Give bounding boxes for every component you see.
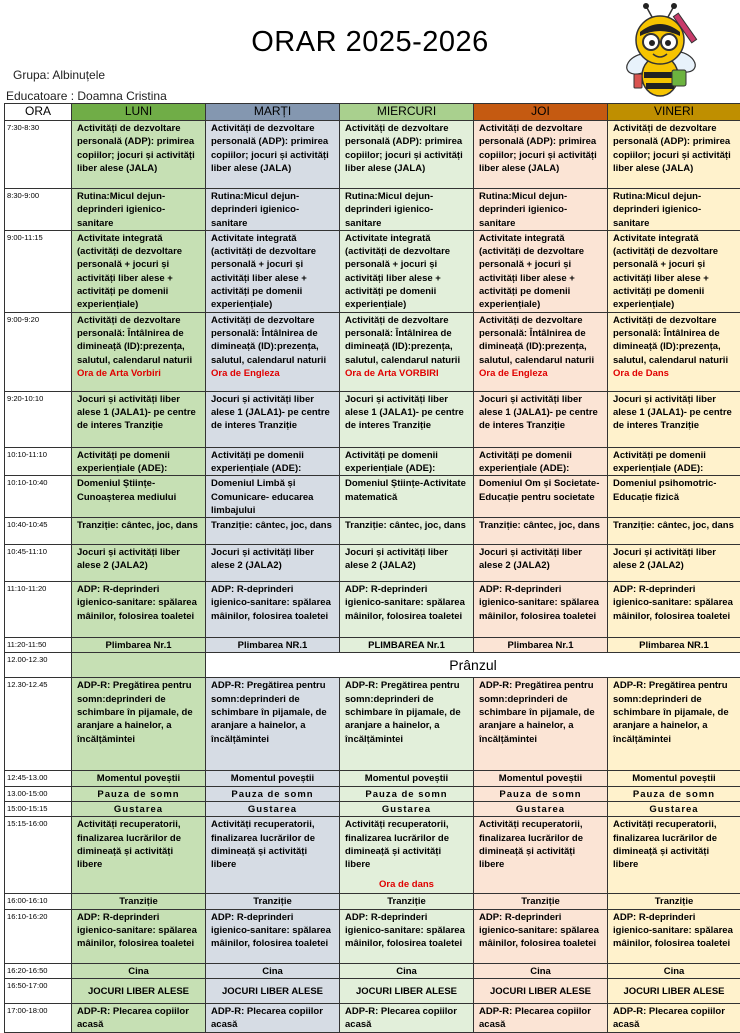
schedule-cell — [474, 391, 608, 447]
schedule-cell — [340, 638, 474, 653]
activity-text: ADP-R: Plecarea copiilor acasă — [479, 1006, 591, 1030]
schedule-row — [5, 802, 740, 817]
schedule-cell — [340, 391, 474, 447]
activity-text: Tranziție: cântec, joc, dans — [77, 520, 198, 531]
schedule-cell — [608, 638, 740, 653]
schedule-cell — [72, 771, 206, 786]
schedule-cell — [474, 786, 608, 801]
lunch-label: Prânzul — [206, 653, 740, 678]
time-slot: 10:10-10:40 — [5, 476, 72, 518]
schedule-row — [5, 771, 740, 786]
activity-text: Gustarea — [382, 804, 431, 815]
activity-text: Cina — [396, 966, 417, 977]
activity-text: ADP-R: Plecarea copiilor acasă — [613, 1006, 725, 1030]
schedule-cell — [72, 312, 206, 391]
schedule-cell — [206, 1003, 340, 1032]
schedule-cell — [340, 817, 474, 894]
header-day: JOI — [474, 104, 608, 121]
schedule-cell — [474, 476, 608, 518]
schedule-body — [5, 121, 740, 1033]
activity-text: Activități de dezvoltare personală (ADP): primirea copiilor; jocuri și activități liber alese (JALA) — [211, 123, 329, 174]
schedule-cell — [474, 963, 608, 978]
schedule-cell — [608, 817, 740, 894]
activity-text: JOCURI LIBER ALESE — [624, 986, 725, 997]
schedule-row — [5, 653, 740, 678]
activity-text: Plimbarea Nr.1 — [105, 640, 171, 651]
activity-text: Jocuri și activități liber alese 2 (JALA2) — [479, 547, 582, 571]
activity-text: Tranziție — [521, 896, 560, 907]
activity-text: Activități recuperatorii, finalizarea lucrărilor de dimineață și activități libere — [211, 819, 315, 870]
extra-class-note: Ora de dans — [345, 878, 468, 891]
schedule-cell — [608, 802, 740, 817]
activity-text: Jocuri și activități liber alese 2 (JALA2) — [77, 547, 180, 571]
activity-text: Domeniul Limbă și Comunicare- educarea limbajului — [211, 478, 313, 516]
extra-class-note: Ora de Dans — [613, 367, 735, 380]
schedule-cell — [206, 230, 340, 312]
time-slot: 11:20-11:50 — [5, 638, 72, 653]
activity-text: ADP: R-deprinderi igienico-sanitare: spălarea mâinilor, folosirea toaletei — [613, 584, 733, 622]
activity-text: ADP: R-deprinderi igienico-sanitare: spălarea mâinilor, folosirea toaletei — [613, 912, 733, 950]
extra-class-note: Ora de Engleza — [211, 367, 334, 380]
schedule-cell — [206, 476, 340, 518]
activity-text: ADP: R-deprinderi igienico-sanitare: spălarea mâinilor, folosirea toaletei — [479, 584, 599, 622]
schedule-cell — [608, 963, 740, 978]
activity-text: Activități recuperatorii, finalizarea lucrărilor de dimineață și activități libere — [479, 819, 583, 870]
activity-text: Cina — [664, 966, 685, 977]
activity-text: Activități de dezvoltare personală: Întâlnirea de dimineață (ID):prezența, salutul, calendarul naturii — [479, 315, 594, 366]
schedule-cell — [474, 518, 608, 545]
schedule-cell — [474, 978, 608, 1003]
schedule-cell — [340, 802, 474, 817]
schedule-cell — [206, 312, 340, 391]
activity-text: Activitate integrată (activități de dezvoltare personală + jocuri și activități liber alese + activități pe domenii experiențiale) — [479, 233, 584, 310]
activity-text: Tranziție: cântec, joc, dans — [479, 520, 600, 531]
activity-text: ADP: R-deprinderi igienico-sanitare: spălarea mâinilor, folosirea toaletei — [77, 912, 197, 950]
activity-text: Domeniul Om și Societate-Educație pentru societate — [479, 478, 599, 502]
activity-text: ADP: R-deprinderi igienico-sanitare: spălarea mâinilor, folosirea toaletei — [345, 584, 465, 622]
time-slot: 16:00-16:10 — [5, 894, 72, 909]
schedule-table — [4, 103, 740, 1033]
time-slot: 16:20-16:50 — [5, 963, 72, 978]
schedule-cell — [608, 447, 740, 476]
schedule-cell — [474, 802, 608, 817]
time-slot: 15:00-15:15 — [5, 802, 72, 817]
schedule-cell — [340, 894, 474, 909]
schedule-cell — [206, 894, 340, 909]
schedule-cell — [474, 817, 608, 894]
schedule-cell — [340, 978, 474, 1003]
activity-text: JOCURI LIBER ALESE — [356, 986, 457, 997]
time-slot: 12:45-13.00 — [5, 771, 72, 786]
schedule-row — [5, 978, 740, 1003]
schedule-cell — [206, 447, 340, 476]
schedule-cell — [608, 1003, 740, 1032]
schedule-cell — [72, 230, 206, 312]
extra-class-note: Ora de Engleza — [479, 367, 602, 380]
schedule-cell — [72, 121, 206, 189]
activity-text: Plimbarea NR.1 — [639, 640, 709, 651]
activity-text: Gustarea — [516, 804, 565, 815]
time-slot: 9:00-9:20 — [5, 312, 72, 391]
time-slot: 12.30-12.45 — [5, 678, 72, 771]
schedule-cell — [474, 545, 608, 582]
schedule-cell — [608, 582, 740, 638]
schedule-row — [5, 189, 740, 231]
activity-text: ADP: R-deprinderi igienico-sanitare: spălarea mâinilor, folosirea toaletei — [77, 584, 197, 622]
time-slot: 15:15-16:00 — [5, 817, 72, 894]
schedule-cell — [206, 963, 340, 978]
activity-text: Activități pe domenii experiențiale (ADE): — [613, 450, 706, 474]
schedule-cell — [72, 638, 206, 653]
activity-text: Activități de dezvoltare personală: Întâlnirea de dimineață (ID):prezența, salutul, calendarul naturii — [345, 315, 460, 366]
activity-text: Jocuri și activități liber alese 1 (JALA1)- pe centre de interes Tranziție — [77, 394, 196, 432]
schedule-row — [5, 638, 740, 653]
schedule-cell — [474, 312, 608, 391]
activity-text: Plimbarea Nr.1 — [507, 640, 573, 651]
schedule-cell — [340, 909, 474, 963]
activity-text: Rutina:Micul dejun-deprinderi igienico-sanitare — [211, 191, 299, 229]
activity-text: Activități recuperatorii, finalizarea lucrărilor de dimineață și activități libere — [613, 819, 717, 870]
schedule-cell — [340, 1003, 474, 1032]
schedule-cell — [72, 582, 206, 638]
schedule-cell — [72, 518, 206, 545]
schedule-cell — [608, 978, 740, 1003]
schedule-row — [5, 817, 740, 894]
activity-text: Rutina:Micul dejun-deprinderi igienico-sanitare — [77, 191, 165, 229]
schedule-cell — [72, 678, 206, 771]
schedule-row — [5, 582, 740, 638]
header-day: MIERCURI — [340, 104, 474, 121]
schedule-cell — [474, 638, 608, 653]
schedule-cell — [340, 678, 474, 771]
schedule-row — [5, 312, 740, 391]
schedule-cell — [608, 786, 740, 801]
activity-text: Jocuri și activități liber alese 1 (JALA1)- pe centre de interes Tranziție — [211, 394, 330, 432]
time-slot: 7:30-8:30 — [5, 121, 72, 189]
activity-text: Activitate integrată (activități de dezvoltare personală + jocuri și activități liber alese + activități pe domenii experiențiale) — [613, 233, 718, 310]
time-slot: 16:10-16:20 — [5, 909, 72, 963]
schedule-cell — [72, 476, 206, 518]
time-slot: 9:00-11:15 — [5, 230, 72, 312]
activity-text: Tranziție: cântec, joc, dans — [345, 520, 466, 531]
activity-text: Domeniul Științe-Activitate matematică — [345, 478, 466, 502]
schedule-cell — [340, 771, 474, 786]
activity-text: Momentul poveștii — [365, 773, 448, 784]
activity-text: Activitate integrată (activități de dezvoltare personală + jocuri și activități liber alese + activități pe domenii experiențiale) — [345, 233, 450, 310]
activity-text: Activități de dezvoltare personală: Întâlnirea de dimineață (ID):prezența, salutul, calendarul naturii — [613, 315, 728, 366]
activity-text: Jocuri și activități liber alese 1 (JALA1)- pe centre de interes Tranziție — [479, 394, 598, 432]
schedule-cell — [608, 771, 740, 786]
schedule-cell — [608, 518, 740, 545]
schedule-row — [5, 1003, 740, 1032]
schedule-cell — [474, 230, 608, 312]
activity-text: Momentul poveștii — [231, 773, 314, 784]
activity-text: JOCURI LIBER ALESE — [222, 986, 323, 997]
schedule-cell — [340, 545, 474, 582]
schedule-row — [5, 786, 740, 801]
schedule-cell — [206, 518, 340, 545]
activity-text: Activități de dezvoltare personală (ADP): primirea copiilor; jocuri și activități liber alese (JALA) — [479, 123, 597, 174]
activity-text: Cina — [530, 966, 551, 977]
schedule-row — [5, 391, 740, 447]
activity-text: Tranziție — [655, 896, 694, 907]
schedule-cell — [72, 894, 206, 909]
activity-text: Tranziție — [387, 896, 426, 907]
activity-text: Momentul poveștii — [97, 773, 180, 784]
schedule-cell — [206, 121, 340, 189]
schedule-cell — [206, 189, 340, 231]
schedule-cell — [72, 545, 206, 582]
activity-text: Tranziție: cântec, joc, dans — [613, 520, 734, 531]
schedule-cell — [206, 678, 340, 771]
schedule-cell — [206, 582, 340, 638]
activity-text: Gustarea — [649, 804, 698, 815]
activity-text: Gustarea — [114, 804, 163, 815]
activity-text: Activități de dezvoltare personală (ADP): primirea copiilor; jocuri și activități liber alese (JALA) — [613, 123, 731, 174]
schedule-cell — [474, 1003, 608, 1032]
header-day: MARȚI — [206, 104, 340, 121]
activity-text: Jocuri și activități liber alese 2 (JALA2) — [211, 547, 314, 571]
activity-text: ADP: R-deprinderi igienico-sanitare: spălarea mâinilor, folosirea toaletei — [211, 912, 331, 950]
schedule-cell — [72, 189, 206, 231]
activity-text: Jocuri și activități liber alese 1 (JALA1)- pe centre de interes Tranziție — [613, 394, 732, 432]
activity-text: Plimbarea NR.1 — [238, 640, 308, 651]
schedule-row — [5, 963, 740, 978]
activity-text: Activități recuperatorii, finalizarea lucrărilor de dimineață și activități libere — [345, 819, 449, 870]
schedule-cell — [72, 909, 206, 963]
time-slot: 8:30-9:00 — [5, 189, 72, 231]
schedule-cell — [340, 447, 474, 476]
time-slot: 11:10-11:20 — [5, 582, 72, 638]
schedule-row — [5, 121, 740, 189]
schedule-cell — [72, 963, 206, 978]
schedule-cell — [340, 189, 474, 231]
schedule-cell — [474, 678, 608, 771]
header-day: LUNI — [72, 104, 206, 121]
schedule-row — [5, 894, 740, 909]
activity-text: Activități recuperatorii, finalizarea lucrărilor de dimineață și activități libere — [77, 819, 181, 870]
activity-text: Tranziție: cântec, joc, dans — [211, 520, 332, 531]
schedule-cell — [340, 121, 474, 189]
activity-text: ADP-R: Pregătirea pentru somn:deprinderi de schimbare în pijamale, de aranjare a hainelor, a încălțămintei — [613, 680, 729, 744]
activity-text: Rutina:Micul dejun-deprinderi igienico-sanitare — [345, 191, 433, 229]
activity-text: Activități de dezvoltare personală (ADP): primirea copiilor; jocuri și activități liber alese (JALA) — [345, 123, 463, 174]
schedule-cell — [608, 189, 740, 231]
schedule-cell — [206, 802, 340, 817]
activity-text: Activitate integrată (activități de dezvoltare personală + jocuri și activități liber alese + activități pe domenii experiențiale) — [77, 233, 182, 310]
schedule-cell — [206, 545, 340, 582]
schedule-cell — [340, 963, 474, 978]
activity-text: JOCURI LIBER ALESE — [490, 986, 591, 997]
activity-text: Pauza de somn — [97, 789, 179, 800]
extra-class-note: Ora de Arta Vorbiri — [77, 367, 200, 380]
activity-text: Momentul poveștii — [632, 773, 715, 784]
schedule-cell — [474, 909, 608, 963]
time-slot: 10:10-11:10 — [5, 447, 72, 476]
activity-text: Activități pe domenii experiențiale (ADE): — [345, 450, 438, 474]
activity-text: Pauza de somn — [231, 789, 313, 800]
activity-text: Pauza de somn — [499, 789, 581, 800]
schedule-cell — [474, 447, 608, 476]
time-slot: 12.00-12.30 — [5, 653, 72, 678]
schedule-cell — [340, 230, 474, 312]
schedule-cell — [206, 391, 340, 447]
activity-text: ADP-R: Plecarea copiilor acasă — [77, 1006, 189, 1030]
lunch-cell — [72, 653, 206, 678]
activity-text: JOCURI LIBER ALESE — [88, 986, 189, 997]
activity-text: Jocuri și activități liber alese 2 (JALA2) — [613, 547, 716, 571]
activity-text: Domeniul Științe-Cunoașterea mediului — [77, 478, 176, 502]
schedule-cell — [340, 476, 474, 518]
schedule-cell — [72, 978, 206, 1003]
schedule-cell — [340, 582, 474, 638]
activity-text: Activități de dezvoltare personală: Întâlnirea de dimineață (ID):prezența, salutul, calendarul naturii — [77, 315, 192, 366]
schedule-cell — [608, 312, 740, 391]
schedule-cell — [608, 545, 740, 582]
schedule-cell — [608, 894, 740, 909]
schedule-cell — [72, 802, 206, 817]
time-slot: 9:20-10:10 — [5, 391, 72, 447]
time-slot: 13.00-15:00 — [5, 786, 72, 801]
activity-text: Activități de dezvoltare personală (ADP): primirea copiilor; jocuri și activități liber alese (JALA) — [77, 123, 195, 174]
activity-text: Activități de dezvoltare personală: Întâlnirea de dimineață (ID):prezența, salutul, calendarul naturii — [211, 315, 326, 366]
schedule-cell — [206, 978, 340, 1003]
schedule-cell — [72, 391, 206, 447]
activity-text: ADP-R: Pregătirea pentru somn:deprinderi de schimbare în pijamale, de aranjare a hainelor, a încălțămintei — [211, 680, 327, 744]
page-title: ORAR 2025-2026 — [0, 26, 740, 59]
schedule-cell — [474, 189, 608, 231]
schedule-cell — [608, 230, 740, 312]
time-slot: 10:45-11:10 — [5, 545, 72, 582]
schedule-cell — [72, 817, 206, 894]
activity-text: Rutina:Micul dejun-deprinderi igienico-sanitare — [479, 191, 567, 229]
activity-text: Cina — [128, 966, 149, 977]
schedule-row — [5, 545, 740, 582]
schedule-cell — [474, 121, 608, 189]
schedule-cell — [340, 312, 474, 391]
activity-text: Cina — [262, 966, 283, 977]
schedule-cell — [474, 894, 608, 909]
time-slot: 17:00-18:00 — [5, 1003, 72, 1032]
schedule-cell — [72, 786, 206, 801]
activity-text: ADP-R: Pregătirea pentru somn:deprinderi de schimbare în pijamale, de aranjare a hainelor, a încălțămintei — [77, 680, 193, 744]
extra-class-note: Ora de Arta VORBIRI — [345, 367, 468, 380]
teacher-label: Educatoare : Doamna Cristina — [6, 89, 167, 103]
time-slot: 10:40-10:45 — [5, 518, 72, 545]
activity-text: Jocuri și activități liber alese 2 (JALA2) — [345, 547, 448, 571]
header-row — [5, 104, 740, 121]
schedule-cell — [340, 786, 474, 801]
schedule-cell — [72, 447, 206, 476]
schedule-cell — [206, 771, 340, 786]
activity-text: Gustarea — [248, 804, 297, 815]
schedule-row — [5, 909, 740, 963]
schedule-row — [5, 476, 740, 518]
activity-text: Rutina:Micul dejun-deprinderi igienico-sanitare — [613, 191, 701, 229]
schedule-cell — [608, 476, 740, 518]
schedule-row — [5, 678, 740, 771]
schedule-cell — [72, 1003, 206, 1032]
activity-text: ADP-R: Pregătirea pentru somn:deprinderi de schimbare în pijamale, de aranjare a hainelor, a încălțămintei — [345, 680, 461, 744]
activity-text: Momentul poveștii — [499, 773, 582, 784]
activity-text: Jocuri și activități liber alese 1 (JALA1)- pe centre de interes Tranziție — [345, 394, 464, 432]
activity-text: Pauza de somn — [365, 789, 447, 800]
activity-text: Tranziție — [253, 896, 292, 907]
activity-text: Pauza de somn — [633, 789, 715, 800]
schedule-row — [5, 447, 740, 476]
schedule-cell — [608, 391, 740, 447]
activity-text: ADP-R: Pregătirea pentru somn:deprinderi de schimbare în pijamale, de aranjare a hainelor, a încălțămintei — [479, 680, 595, 744]
schedule-cell — [474, 582, 608, 638]
time-slot: 16:50-17:00 — [5, 978, 72, 1003]
schedule-cell — [608, 909, 740, 963]
activity-text: Domeniul psihomotric-Educație fizică — [613, 478, 716, 502]
activity-text: ADP: R-deprinderi igienico-sanitare: spălarea mâinilor, folosirea toaletei — [211, 584, 331, 622]
header-day: VINERI — [608, 104, 740, 121]
activity-text: Tranziție — [119, 896, 158, 907]
schedule-cell — [206, 909, 340, 963]
bee-mascot-icon — [610, 2, 710, 102]
header-ora: ORA — [5, 104, 72, 121]
activity-text: Activități pe domenii experiențiale (ADE): — [77, 450, 170, 474]
activity-text: PLIMBAREA Nr.1 — [368, 640, 445, 651]
schedule-cell — [608, 121, 740, 189]
activity-text: Activități pe domenii experiențiale (ADE): — [479, 450, 572, 474]
schedule-cell — [206, 817, 340, 894]
schedule-cell — [206, 638, 340, 653]
activity-text: Activitate integrată (activități de dezvoltare personală + jocuri și activități liber alese + activități pe domenii experiențiale) — [211, 233, 316, 310]
activity-text: Activități pe domenii experiențiale (ADE): — [211, 450, 304, 474]
schedule-cell — [474, 771, 608, 786]
schedule-cell — [608, 678, 740, 771]
activity-text: ADP-R: Plecarea copiilor acasă — [211, 1006, 323, 1030]
group-label: Grupa: Albinuțele — [13, 68, 105, 82]
schedule-row — [5, 518, 740, 545]
schedule-cell — [206, 786, 340, 801]
schedule-row — [5, 230, 740, 312]
activity-text: ADP: R-deprinderi igienico-sanitare: spălarea mâinilor, folosirea toaletei — [479, 912, 599, 950]
schedule-cell — [340, 518, 474, 545]
activity-text: ADP-R: Plecarea copiilor acasă — [345, 1006, 457, 1030]
activity-text: ADP: R-deprinderi igienico-sanitare: spălarea mâinilor, folosirea toaletei — [345, 912, 465, 950]
